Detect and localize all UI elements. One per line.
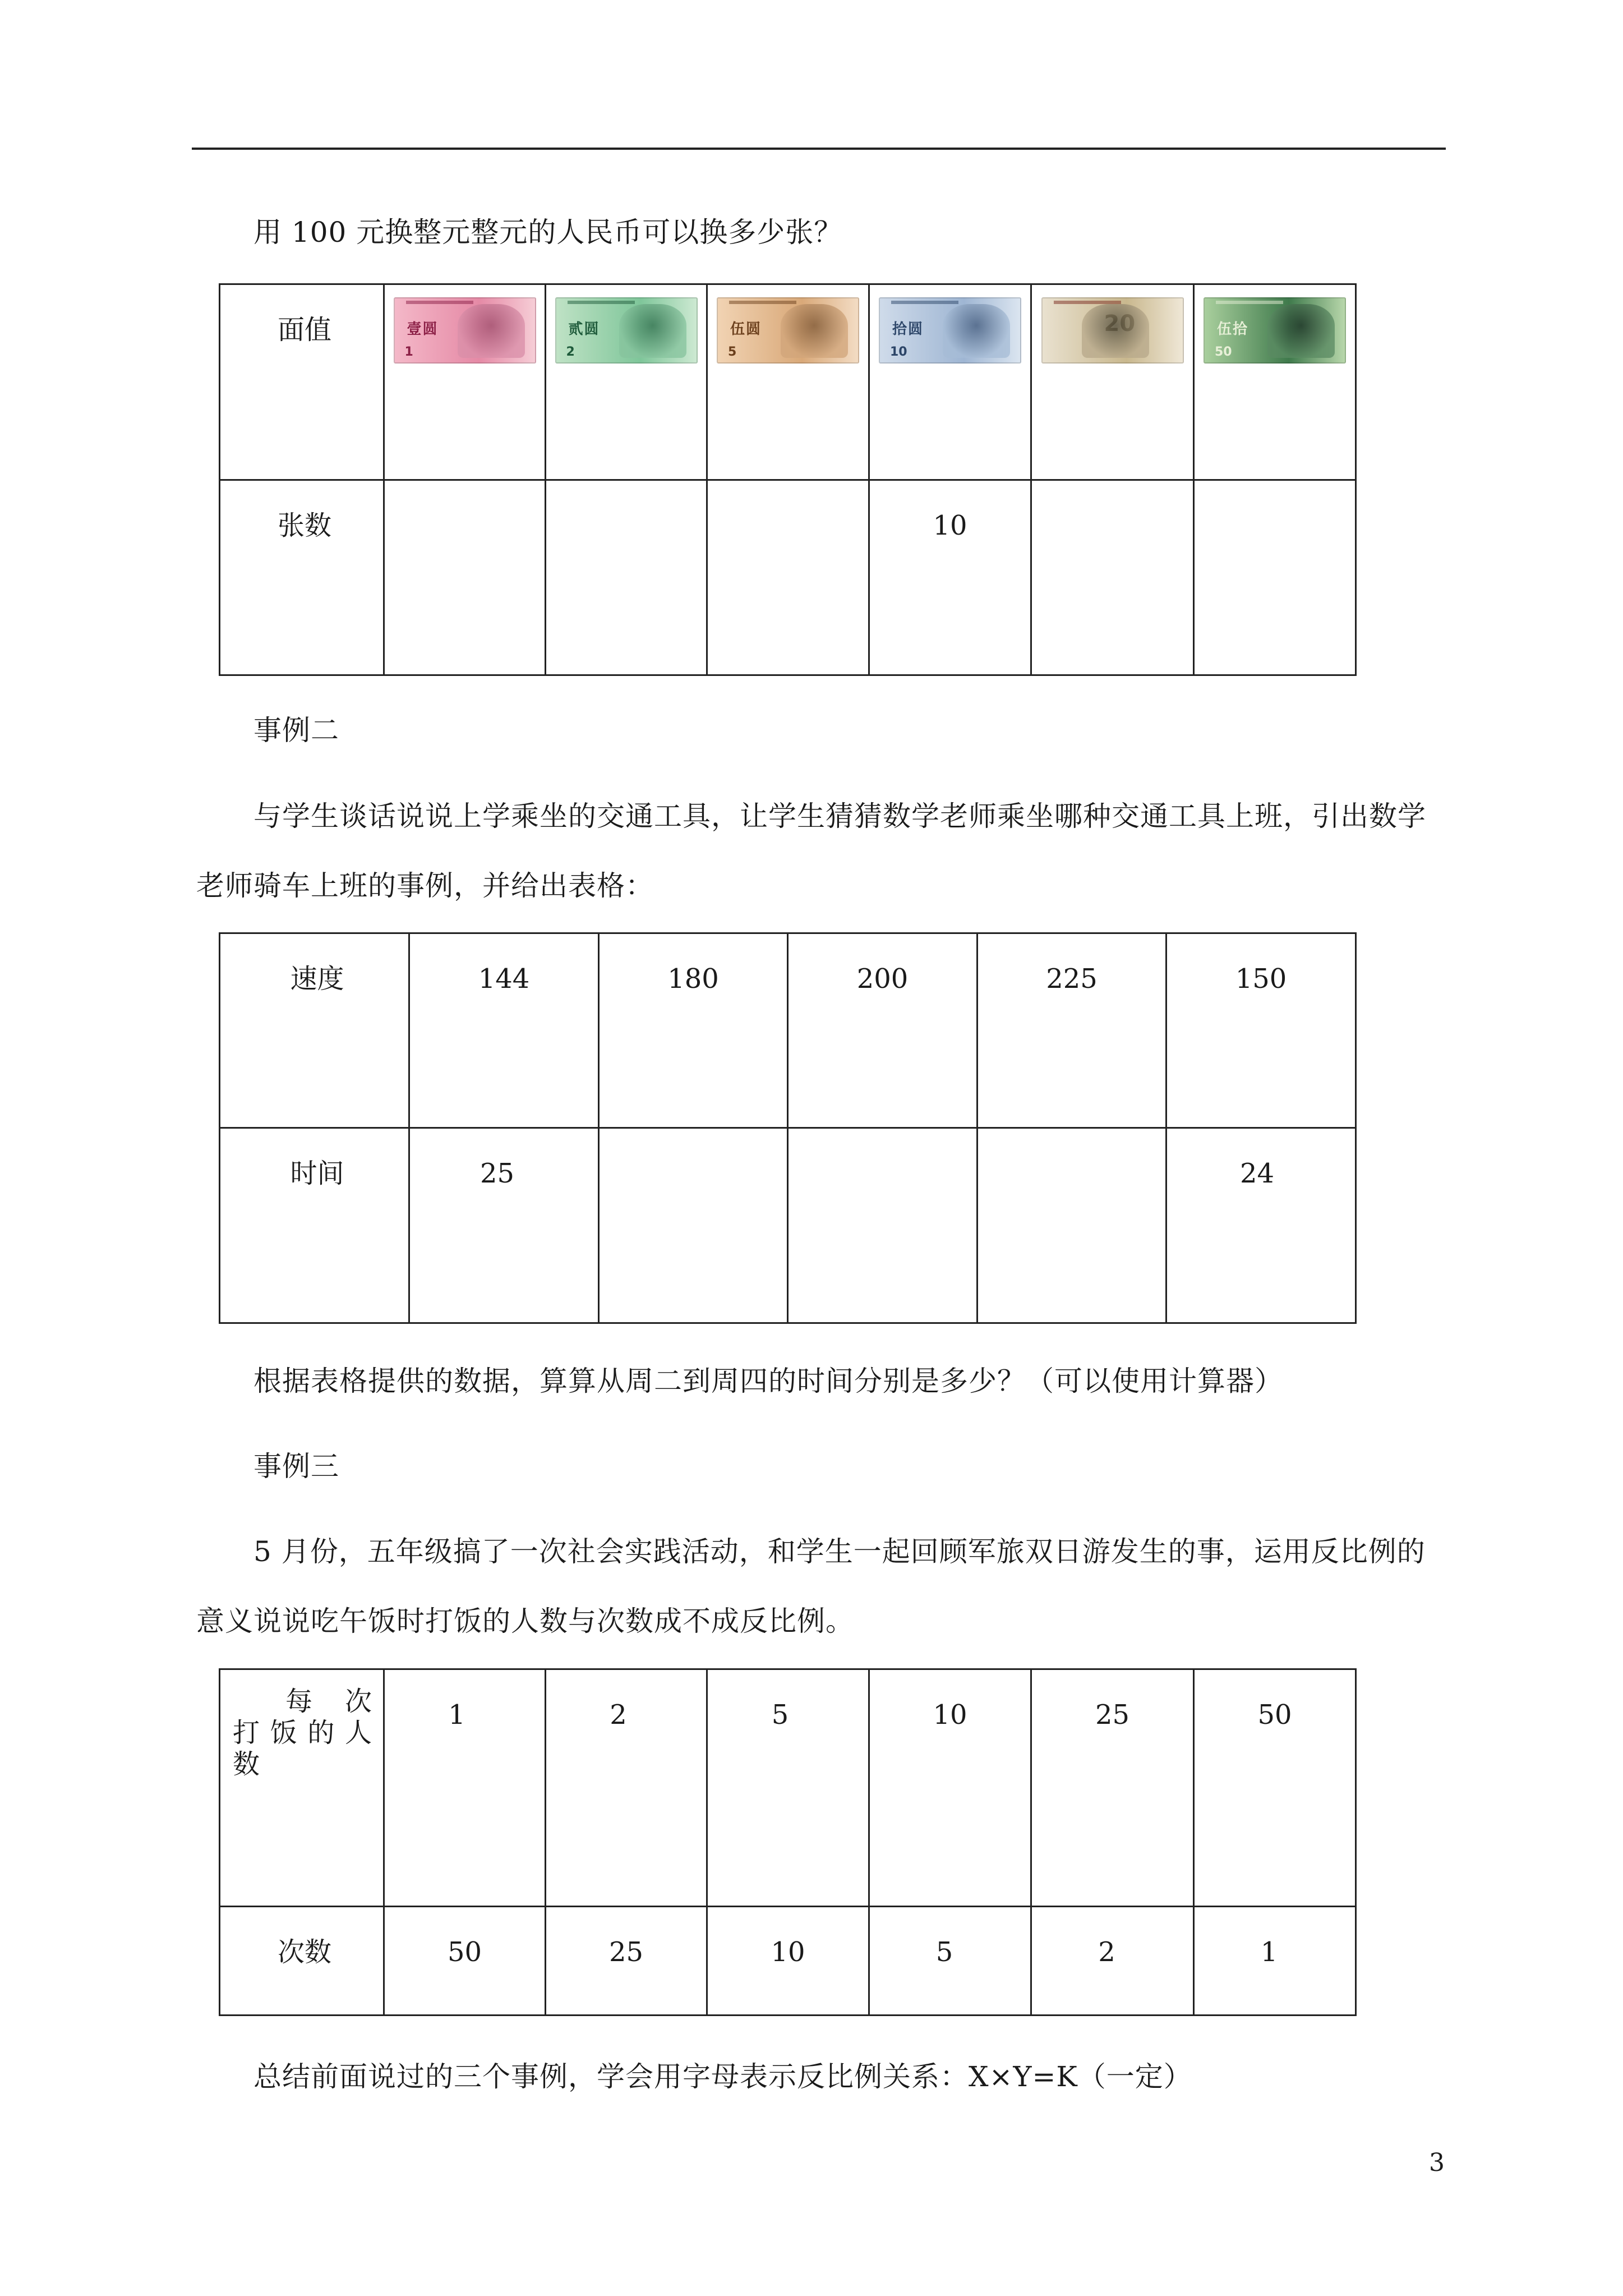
speed-cell: 200 xyxy=(788,933,978,1128)
banknote-5-yuan-image: 伍圆 5 xyxy=(717,297,859,364)
row-header-speed: 速度 xyxy=(220,933,409,1128)
times-cell: 10 xyxy=(707,1907,869,2016)
banknote-cell-20 xyxy=(1031,284,1194,480)
speed-cell: 150 xyxy=(1166,933,1356,1128)
case2-question: 根据表格提供的数据，算算从周二到周四的时间分别是多少？（可以使用计算器） xyxy=(253,1365,1283,1397)
people-cell: 50 xyxy=(1194,1669,1356,1907)
speed-time-table xyxy=(219,932,1357,1324)
people-row xyxy=(220,1669,1356,1907)
speed-cell: 144 xyxy=(409,933,599,1128)
case2-title: 事例二 xyxy=(253,714,339,747)
count-cell xyxy=(1031,480,1194,675)
banknote-cell-5 xyxy=(707,284,869,480)
banknote-cell-2 xyxy=(546,284,707,480)
time-cell: 24 xyxy=(1166,1128,1356,1323)
banknote-cell-50 xyxy=(1194,284,1356,480)
time-cell xyxy=(788,1128,978,1323)
row-header-times: 次数 xyxy=(220,1907,384,2016)
count-row xyxy=(220,480,1356,675)
banknote-table xyxy=(219,283,1357,676)
banknote-2-yuan-image: 贰圆 2 xyxy=(555,297,698,364)
case3-text: 5 月份，五年级搞了一次社会实践活动，和学生一起回顾军旅双日游发生的事，运用反比例的意义说说吃午饭时打饭的人数与次数成不成反比例。 xyxy=(196,1535,1426,1637)
page-number: 3 xyxy=(1429,2148,1445,2177)
row-header-time: 时间 xyxy=(220,1128,409,1323)
banknote-20-yuan-image xyxy=(1041,297,1184,364)
times-cell: 1 xyxy=(1194,1907,1356,2016)
people-cell: 25 xyxy=(1031,1669,1194,1907)
times-cell: 50 xyxy=(384,1907,546,2016)
case2-text: 与学生谈话说说上学乘坐的交通工具，让学生猜猜数学老师乘坐哪种交通工具上班，引出数学老师骑车上班的事例，并给出表格： xyxy=(196,800,1426,902)
speed-cell: 180 xyxy=(599,933,788,1128)
people-cell: 10 xyxy=(869,1669,1031,1907)
people-cell: 2 xyxy=(546,1669,707,1907)
time-cell: 25 xyxy=(409,1128,599,1323)
times-row xyxy=(220,1907,1356,2016)
intro-question: 用 100 元换整元整元的人民币可以换多少张？ xyxy=(253,216,843,249)
time-cell xyxy=(978,1128,1166,1323)
banknote-10-yuan-image: 拾圆 10 xyxy=(879,297,1021,364)
times-cell: 5 xyxy=(869,1907,1031,2016)
banknote-cell-10 xyxy=(869,284,1031,480)
banknote-1-yuan-image: 壹圆 1 xyxy=(394,297,536,364)
count-cell xyxy=(1194,480,1356,675)
count-cell xyxy=(707,480,869,675)
speed-cell: 225 xyxy=(978,933,1166,1128)
people-cell: 1 xyxy=(384,1669,546,1907)
count-cell: 10 xyxy=(869,480,1031,675)
times-cell: 25 xyxy=(546,1907,707,2016)
row-header-people-per-serving: 每 次 打 饭 的 人 数 xyxy=(220,1669,384,1907)
header-rule xyxy=(192,148,1446,150)
banknote-cell-1 xyxy=(384,284,546,480)
count-cell xyxy=(546,480,707,675)
speed-row xyxy=(220,933,1356,1128)
denomination-row xyxy=(220,284,1356,480)
times-cell: 2 xyxy=(1031,1907,1194,2016)
time-row xyxy=(220,1128,1356,1323)
time-cell xyxy=(599,1128,788,1323)
summary-text: 总结前面说过的三个事例，学会用字母表示反比例关系：X×Y=K（一定） xyxy=(253,2060,1192,2093)
case3-title: 事例三 xyxy=(253,1450,339,1483)
count-cell xyxy=(384,480,546,675)
banknote-50-yuan-image: 伍拾 50 xyxy=(1204,297,1346,364)
row-header-count: 张数 xyxy=(220,480,384,675)
serving-table xyxy=(219,1668,1357,2016)
row-header-denomination: 面值 xyxy=(220,284,384,480)
people-cell: 5 xyxy=(707,1669,869,1907)
